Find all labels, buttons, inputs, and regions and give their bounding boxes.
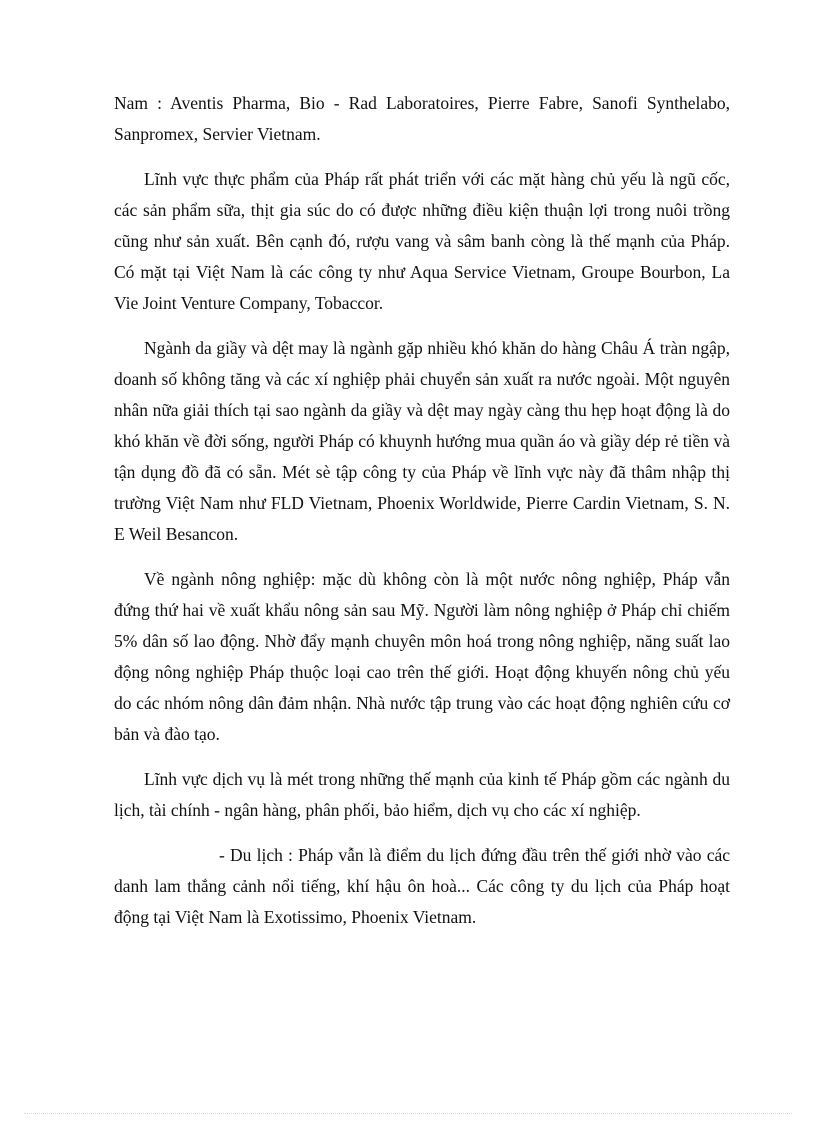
paragraph-food-industry: Lĩnh vực thực phẩm của Pháp rất phát triển với các mặt hàng chủ yếu là ngũ cốc, các sản phẩm sữa, thịt gia súc do có được những điều kiện thuận lợi trong nuôi trồng cũng như sản xuất. Bên cạnh đó, rượu vang và sâm banh còng là thế mạnh của Pháp. Có mặt tại Việt Nam là các công ty như Aqua Service Vietnam, Groupe Bourbon, La Vie Joint Venture Company, Tobaccor. [114, 169, 730, 313]
paragraph-agriculture: Về ngành nông nghiệp: mặc dù không còn là một nước nông nghiệp, Pháp vẫn đứng thứ hai về xuất khẩu nông sản sau Mỹ. Người làm nông nghiệp ở Pháp chỉ chiếm 5% dân số lao động. Nhờ đẩy mạnh chuyên môn hoá trong nông nghiệp, năng suất lao động nông nghiệp Pháp thuộc loại cao trên thế giới. Hoạt động khuyến nông chủ yếu do các nhóm nông dân đảm nhận. Nhà nước tập trung vào các hoạt động nghiên cứu cơ bản và đào tạo. [114, 569, 730, 744]
paragraph-services: Lĩnh vực dịch vụ là mét trong những thế mạnh của kinh tế Pháp gồm các ngành du lịch, tài chính - ngân hàng, phân phối, bảo hiểm, dịch vụ cho các xí nghiệp. [114, 769, 730, 820]
document-body [114, 88, 730, 947]
paragraph-leather-textile: Ngành da giầy và dệt may là ngành gặp nhiều khó khăn do hàng Châu Á tràn ngập, doanh số không tăng và các xí nghiệp phải chuyển sản xuất ra nước ngoài. Một nguyên nhân nữa giải thích tại sao ngành da giầy và dệt may ngày càng thu hẹp hoạt động là do khó khăn về đời sống, người Pháp có khuynh hướng mua quần áo và giầy dép rẻ tiền và tận dụng đồ đã có sẵn. Mét sè tập công ty của Pháp về lĩnh vực này đã thâm nhập thị trường Việt Nam như FLD Vietnam, Phoenix Worldwide, Pierre Cardin Vietnam, S. N. E Weil Besancon. [114, 338, 730, 544]
paragraph-tourism-bullet: - Du lịch : Pháp vẫn là điểm du lịch đứng đầu trên thế giới nhờ vào các danh lam thắng cảnh nổi tiếng, khí hậu ôn hoà... Các công ty du lịch của Pháp hoạt động tại Việt Nam là Exotissimo, Phoenix Vietnam. [114, 845, 730, 927]
page-bottom-edge [24, 1113, 792, 1114]
paragraph-pharma-companies: Nam : Aventis Pharma, Bio - Rad Laboratoires, Pierre Fabre, Sanofi Synthelabo, Sanpromex, Servier Vietnam. [114, 93, 730, 144]
